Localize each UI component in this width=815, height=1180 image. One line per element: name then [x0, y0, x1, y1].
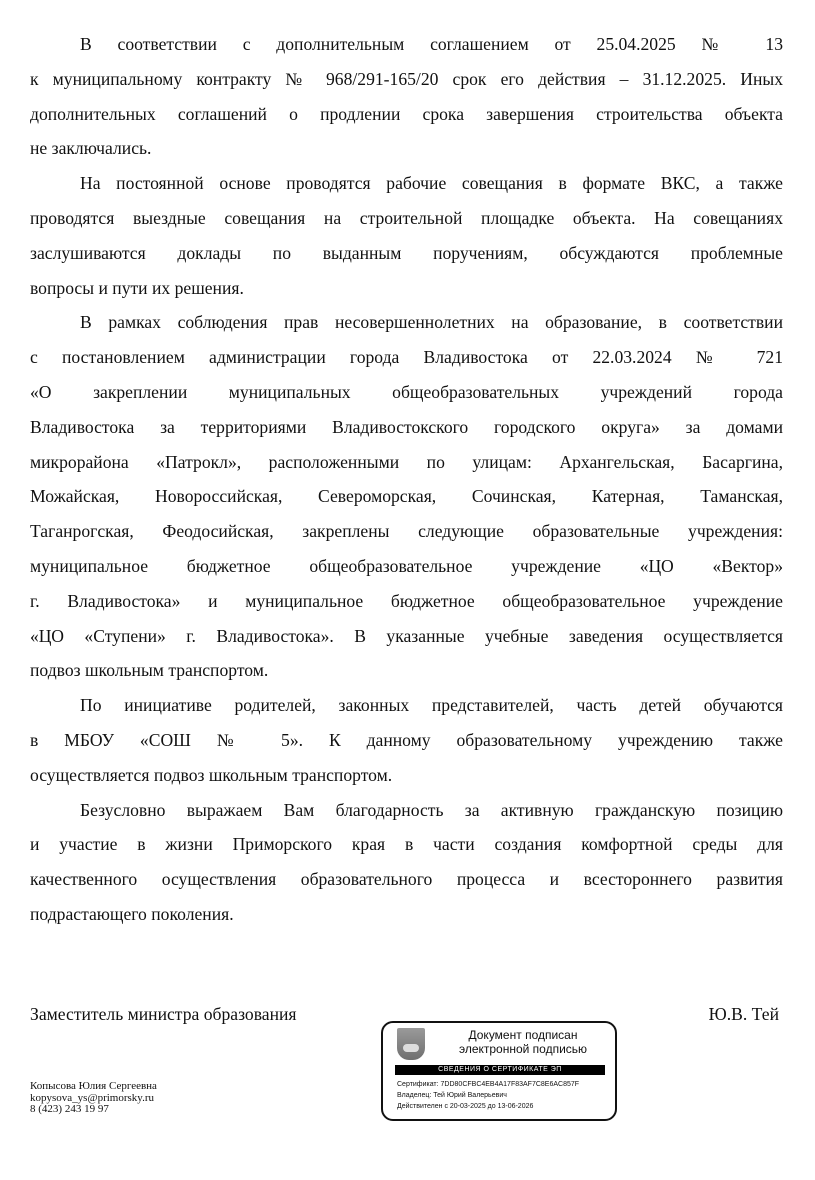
text-line: дополнительных соглашений о продлении срока завершения строительства объекта [30, 103, 783, 124]
stamp-certificate: Сертификат: 7DD80CFBC4EB4A17F83AF7C8E6AC857F [397, 1081, 580, 1088]
text-line: и участие в жизни Приморского края в части создания комфортной среды для [30, 834, 783, 855]
stamp-owner: Владелец: Тей Юрий Валерьевич [397, 1092, 507, 1099]
contact-email: kopysova_ys@primorsky.ru [30, 1091, 154, 1104]
signatory-name: Ю.В. Тей [708, 1004, 779, 1024]
paragraph [30, 27, 783, 166]
text-line: качественного осуществления образовательного процесса и всестороннего развития [30, 869, 783, 890]
text-line: На постоянной основе проводятся рабочие совещания в формате ВКС, а также [80, 173, 783, 194]
text-line: в МБОУ «СОШ № 5». К данному образовательному учреждению также [30, 729, 783, 750]
text-line: Владивостока за территориями Владивостокского городского округа» за домами [30, 416, 783, 437]
text-line: вопросы и пути их решения. [30, 277, 244, 298]
text-line: подрастающего поколения. [30, 903, 234, 924]
paragraph [30, 793, 783, 932]
text-line: «ЦО «Ступени» г. Владивостока». В указанные учебные заведения осуществляется [30, 625, 783, 646]
text-line: микрорайона «Патрокл», расположенными по улицам: Архангельская, Басаргина, [30, 451, 783, 472]
text-line: заслушиваются доклады по выданным поручениям, обсуждаются проблемные [30, 242, 783, 263]
text-line: осуществляется подвоз школьным транспортом. [30, 764, 393, 785]
text-line: Можайская, Новороссийская, Североморская, Сочинская, Катерная, Таманская, [30, 486, 783, 507]
text-line: Таганрогская, Феодосийская, закреплены следующие образовательные учреждения: [30, 521, 783, 542]
contact-phone: 8 (423) 243 19 97 [30, 1103, 109, 1115]
text-line: с постановлением администрации города Владивостока от 22.03.2024 № 721 [30, 347, 783, 368]
paragraph [30, 166, 783, 305]
text-line: проводятся выездные совещания на строительной площадке объекта. На совещаниях [30, 207, 783, 228]
electronic-signature-stamp [381, 1021, 617, 1121]
stamp-bar: СВЕДЕНИЯ О СЕРТИФИКАТЕ ЭП [395, 1065, 605, 1075]
contact-name: Копысова Юлия Сергеевна [30, 1080, 157, 1092]
coat-of-arms-icon [397, 1028, 425, 1060]
letter-body [30, 27, 783, 932]
stamp-heading [433, 1028, 613, 1056]
paragraph [30, 688, 783, 792]
stamp-line1: Документ подписан [468, 1028, 578, 1042]
stamp-validity: Действителен с 20-03-2025 до 13-06-2026 [397, 1103, 534, 1110]
contact-block [30, 1081, 157, 1116]
text-line: В соответствии с дополнительным соглашением от 25.04.2025 № 13 [80, 34, 783, 54]
text-line: «О закреплении муниципальных общеобразовательных учреждений города [30, 381, 783, 402]
text-line: Безусловно выражаем Вам благодарность за активную гражданскую позицию [80, 799, 783, 820]
text-line: г. Владивостока» и муниципальное бюджетное общеобразовательное учреждение [30, 590, 783, 611]
stamp-line2: электронной подписью [458, 1042, 588, 1056]
text-line: не заключались. [30, 138, 152, 159]
paragraph [30, 305, 783, 688]
text-line: к муниципальному контракту № 968/291-165/20 срок его действия – 31.12.2025. Иных [30, 68, 783, 89]
text-line: По инициативе родителей, законных представителей, часть детей обучаются [80, 695, 783, 716]
signatory-title: Заместитель министра образования [30, 1004, 297, 1024]
text-line: В рамках соблюдения прав несовершеннолетних на образование, в соответствии [80, 312, 783, 333]
text-line: муниципальное бюджетное общеобразовательное учреждение «ЦО «Вектор» [30, 555, 783, 576]
text-line: подвоз школьным транспортом. [30, 660, 269, 681]
